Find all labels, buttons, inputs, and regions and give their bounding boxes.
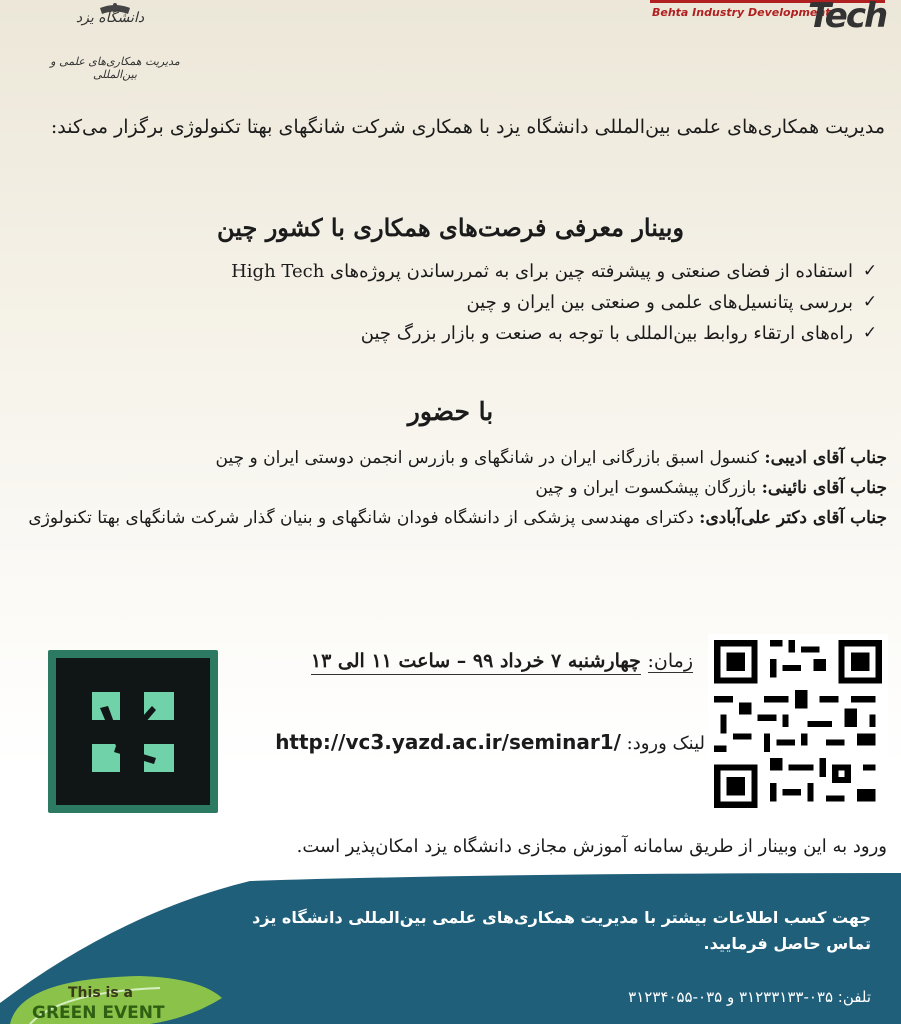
speaker-row — [27, 443, 887, 473]
speaker-row — [27, 503, 887, 533]
speaker-name: جناب آقای ادیبی: — [764, 448, 887, 468]
speaker-desc: بازرگان پیشکسوت ایران و چین — [535, 478, 762, 498]
speaker-name: جناب آقای دکتر علی‌آبادی: — [699, 508, 887, 528]
company-logo-text: Tech — [808, 0, 887, 36]
webinar-link[interactable]: http://vc3.yazd.ac.ir/seminar1/ — [275, 730, 621, 754]
university-department: مدیریت همکاری‌های علمی و بین‌المللی — [50, 55, 180, 81]
time-label: زمان: — [647, 650, 693, 672]
link-info — [275, 730, 705, 754]
list-item: ✓ استفاده از فضای صنعتی و پیشرفته چین برای به ثمررساندن پروژه‌های High Tech — [39, 256, 879, 287]
link-label: لینک ورود: — [626, 733, 705, 754]
speakers-list — [27, 443, 887, 533]
presence-heading: با حضور — [407, 397, 494, 426]
company-tagline: Behta Industry Development — [652, 6, 831, 19]
qr-code[interactable] — [708, 634, 888, 814]
checkmark-icon: ✓ — [862, 292, 878, 312]
checkmark-icon: ✓ — [862, 261, 878, 281]
list-item: ✓ راه‌های ارتقاء روابط بین‌المللی با توجه به صنعت و بازار بزرگ چین — [39, 318, 879, 349]
intro-text: مدیریت همکاری‌های علمی بین‌المللی دانشگاه یزد با همکاری شرکت شانگهای بهتا تکنولوژی برگزار می‌کند: — [50, 116, 885, 138]
contact-text: جهت کسب اطلاعات بیشتر با مدیریت همکاری‌های علمی بین‌المللی دانشگاه یزد تماس حاصل فرمایید. — [252, 908, 871, 953]
topics-list — [39, 256, 879, 349]
webinar-title: وبینار معرفی فرصت‌های همکاری با کشور چین — [217, 213, 684, 242]
speaker-desc: کنسول اسبق بازرگانی ایران در شانگهای و بازرس انجمن دوستی ایران و چین — [215, 448, 765, 468]
checkmark-icon: ✓ — [862, 323, 878, 343]
list-item: ✓ بررسی پتانسیل‌های علمی و صنعتی بین ایران و چین — [39, 287, 879, 318]
speaker-row — [27, 473, 887, 503]
time-info — [311, 650, 693, 672]
phone-numbers: تلفن: ۰۳۵-۳۱۲۳۳۱۳۳ و ۰۳۵-۳۱۲۳۴۰۵۵ — [628, 988, 871, 1006]
university-name: دانشگاه یزد — [75, 10, 145, 26]
access-note: ورود به این وبینار از طریق سامانه آموزش مجازی دانشگاه یزد امکان‌پذیر است. — [296, 836, 887, 857]
adobe-connect-icon — [48, 650, 218, 813]
time-value: چهارشنبه ۷ خرداد ۹۹ – ساعت ۱۱ الی ۱۳ — [311, 650, 641, 675]
green-event-line1: This is a — [68, 985, 133, 1001]
green-event-line2: GREEN EVENT — [32, 1003, 165, 1023]
speaker-desc: دکترای مهندسی پزشکی از دانشگاه فودان شانگهای و بنیان گذار شرکت شانگهای بهتا تکنولوژی — [28, 508, 700, 528]
speaker-name: جناب آقای نائینی: — [761, 478, 887, 498]
